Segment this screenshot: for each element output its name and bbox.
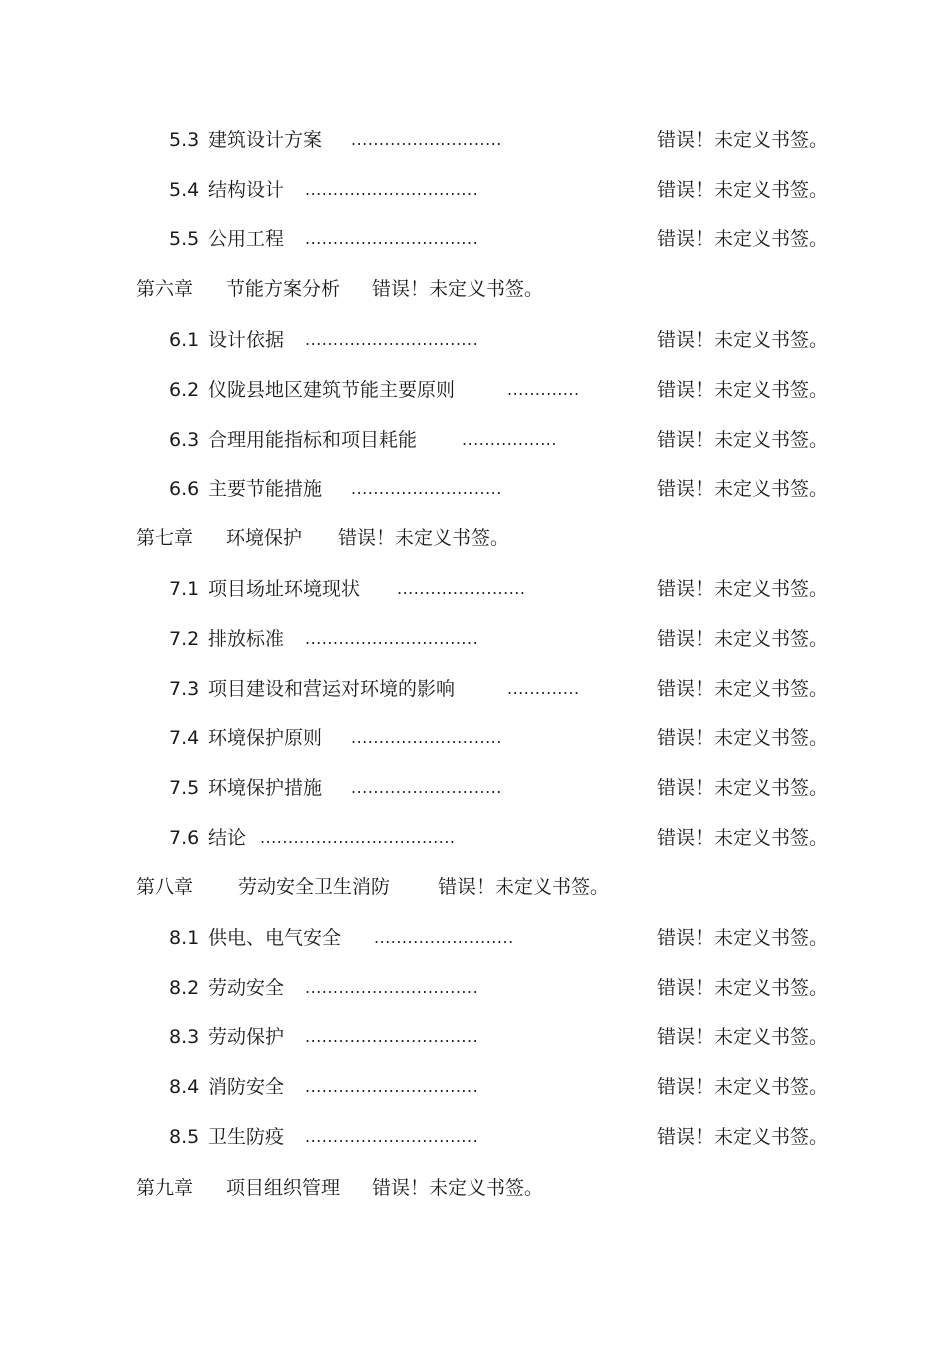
toc-chapter-title: 项目组织管理 bbox=[226, 1177, 341, 1199]
toc-leader-dots: ................. bbox=[462, 430, 557, 449]
toc-leader-dots: ............................... bbox=[305, 330, 479, 349]
toc-entry-number: 8.3 bbox=[169, 1026, 200, 1048]
toc-entry-page-ref: 错误！未定义书签。 bbox=[657, 379, 829, 401]
toc-entry-page-ref: 错误！未定义书签。 bbox=[657, 1076, 829, 1098]
toc-entry-8-5[interactable] bbox=[0, 1122, 950, 1152]
toc-leader-dots: ............................... bbox=[305, 180, 479, 199]
toc-entry-number: 7.5 bbox=[169, 777, 200, 799]
toc-leader-dots: ............................... bbox=[305, 1027, 479, 1046]
toc-entry-page-ref: 错误！未定义书签。 bbox=[657, 628, 829, 650]
toc-entry-7-5[interactable] bbox=[0, 773, 950, 803]
toc-leader-dots: ........................... bbox=[351, 130, 502, 149]
toc-entry-5-3[interactable] bbox=[0, 125, 950, 155]
toc-entry-number: 8.5 bbox=[169, 1126, 200, 1148]
toc-entry-number: 6.1 bbox=[169, 329, 200, 351]
toc-entry-8-3[interactable] bbox=[0, 1022, 950, 1052]
toc-entry-title: 劳动安全 bbox=[208, 977, 285, 999]
toc-entry-page-ref: 错误！未定义书签。 bbox=[657, 228, 829, 250]
toc-entry-page-ref: 错误！未定义书签。 bbox=[657, 678, 829, 700]
toc-entry-number: 7.4 bbox=[169, 727, 200, 749]
toc-leader-dots: ................................... bbox=[260, 828, 456, 847]
toc-entry-number: 6.2 bbox=[169, 379, 200, 401]
toc-leader-dots: ............................... bbox=[305, 1127, 479, 1146]
toc-entry-title: 公用工程 bbox=[208, 228, 285, 250]
toc-chapter-title: 节能方案分析 bbox=[226, 278, 341, 300]
toc-entry-title: 排放标准 bbox=[208, 628, 285, 650]
toc-entry-number: 7.6 bbox=[169, 827, 200, 849]
toc-entry-title: 卫生防疫 bbox=[208, 1126, 285, 1148]
toc-entry-title: 供电、电气安全 bbox=[208, 927, 342, 949]
toc-entry-page-ref: 错误！未定义书签。 bbox=[657, 727, 829, 749]
toc-chapter-number: 第九章 bbox=[136, 1177, 194, 1199]
toc-chapter-number: 第八章 bbox=[136, 876, 194, 898]
toc-chapter-6[interactable] bbox=[0, 274, 950, 304]
toc-entry-number: 5.3 bbox=[169, 129, 200, 151]
toc-entry-number: 7.2 bbox=[169, 628, 200, 650]
toc-leader-dots: ........................... bbox=[351, 728, 502, 747]
toc-entry-6-3[interactable] bbox=[0, 425, 950, 455]
toc-entry-title: 设计依据 bbox=[208, 329, 285, 351]
toc-entry-7-6[interactable] bbox=[0, 823, 950, 853]
toc-chapter-number: 第七章 bbox=[136, 527, 194, 549]
toc-entry-title: 环境保护措施 bbox=[208, 777, 323, 799]
toc-chapter-7[interactable] bbox=[0, 523, 950, 553]
toc-leader-dots: ........................... bbox=[351, 778, 502, 797]
toc-entry-title: 劳动保护 bbox=[208, 1026, 285, 1048]
toc-entry-page-ref: 错误！未定义书签。 bbox=[657, 329, 829, 351]
toc-entry-number: 8.1 bbox=[169, 927, 200, 949]
toc-entry-title: 环境保护原则 bbox=[208, 727, 323, 749]
toc-chapter-title: 环境保护 bbox=[226, 527, 303, 549]
toc-leader-dots: ........................... bbox=[351, 479, 502, 498]
toc-entry-7-3[interactable] bbox=[0, 674, 950, 704]
toc-entry-page-ref: 错误！未定义书签。 bbox=[657, 777, 829, 799]
toc-entry-number: 5.4 bbox=[169, 179, 200, 201]
toc-chapter-page-ref: 错误！未定义书签。 bbox=[372, 1177, 544, 1199]
toc-entry-title: 结论 bbox=[208, 827, 247, 849]
toc-entry-title: 仪陇县地区建筑节能主要原则 bbox=[208, 379, 456, 401]
toc-entry-title: 项目建设和营运对环境的影响 bbox=[208, 678, 456, 700]
toc-entry-8-2[interactable] bbox=[0, 973, 950, 1003]
toc-chapter-page-ref: 错误！未定义书签。 bbox=[372, 278, 544, 300]
toc-entry-number: 7.1 bbox=[169, 578, 200, 600]
toc-entry-title: 建筑设计方案 bbox=[208, 129, 323, 151]
toc-entry-7-1[interactable] bbox=[0, 574, 950, 604]
toc-entry-title: 结构设计 bbox=[208, 179, 285, 201]
toc-entry-6-1[interactable] bbox=[0, 325, 950, 355]
toc-entry-page-ref: 错误！未定义书签。 bbox=[657, 927, 829, 949]
toc-leader-dots: ............................... bbox=[305, 629, 479, 648]
toc-entry-page-ref: 错误！未定义书签。 bbox=[657, 578, 829, 600]
toc-entry-8-1[interactable] bbox=[0, 923, 950, 953]
toc-entry-page-ref: 错误！未定义书签。 bbox=[657, 977, 829, 999]
toc-entry-title: 项目场址环境现状 bbox=[208, 578, 361, 600]
toc-leader-dots: ......................... bbox=[374, 928, 514, 947]
toc-entry-6-6[interactable] bbox=[0, 474, 950, 504]
toc-entry-title: 合理用能指标和项目耗能 bbox=[208, 429, 418, 451]
toc-entry-title: 消防安全 bbox=[208, 1076, 285, 1098]
toc-leader-dots: ............................... bbox=[305, 229, 479, 248]
toc-entry-number: 6.6 bbox=[169, 478, 200, 500]
toc-entry-page-ref: 错误！未定义书签。 bbox=[657, 1026, 829, 1048]
toc-entry-page-ref: 错误！未定义书签。 bbox=[657, 478, 829, 500]
toc-entry-page-ref: 错误！未定义书签。 bbox=[657, 129, 829, 151]
toc-chapter-title: 劳动安全卫生消防 bbox=[238, 876, 391, 898]
toc-chapter-page-ref: 错误！未定义书签。 bbox=[438, 876, 610, 898]
toc-leader-dots: ....................... bbox=[397, 579, 526, 598]
toc-chapter-page-ref: 错误！未定义书签。 bbox=[338, 527, 510, 549]
toc-entry-7-4[interactable] bbox=[0, 723, 950, 753]
toc-leader-dots: ............. bbox=[507, 679, 580, 698]
toc-chapter-9[interactable] bbox=[0, 1173, 950, 1203]
toc-leader-dots: ............. bbox=[507, 380, 580, 399]
toc-entry-number: 8.4 bbox=[169, 1076, 200, 1098]
toc-entry-5-5[interactable] bbox=[0, 224, 950, 254]
toc-entry-page-ref: 错误！未定义书签。 bbox=[657, 429, 829, 451]
toc-entry-6-2[interactable] bbox=[0, 375, 950, 405]
toc-entry-number: 8.2 bbox=[169, 977, 200, 999]
toc-leader-dots: ............................... bbox=[305, 1077, 479, 1096]
toc-entry-7-2[interactable] bbox=[0, 624, 950, 654]
toc-entry-number: 6.3 bbox=[169, 429, 200, 451]
toc-entry-number: 5.5 bbox=[169, 228, 200, 250]
toc-entry-page-ref: 错误！未定义书签。 bbox=[657, 179, 829, 201]
toc-entry-number: 7.3 bbox=[169, 678, 200, 700]
toc-leader-dots: ............................... bbox=[305, 978, 479, 997]
toc-entry-title: 主要节能措施 bbox=[208, 478, 323, 500]
toc-chapter-number: 第六章 bbox=[136, 278, 194, 300]
toc-entry-5-4[interactable] bbox=[0, 175, 950, 205]
toc-chapter-8[interactable] bbox=[0, 872, 950, 902]
toc-entry-page-ref: 错误！未定义书签。 bbox=[657, 827, 829, 849]
toc-entry-page-ref: 错误！未定义书签。 bbox=[657, 1126, 829, 1148]
toc-entry-8-4[interactable] bbox=[0, 1072, 950, 1102]
